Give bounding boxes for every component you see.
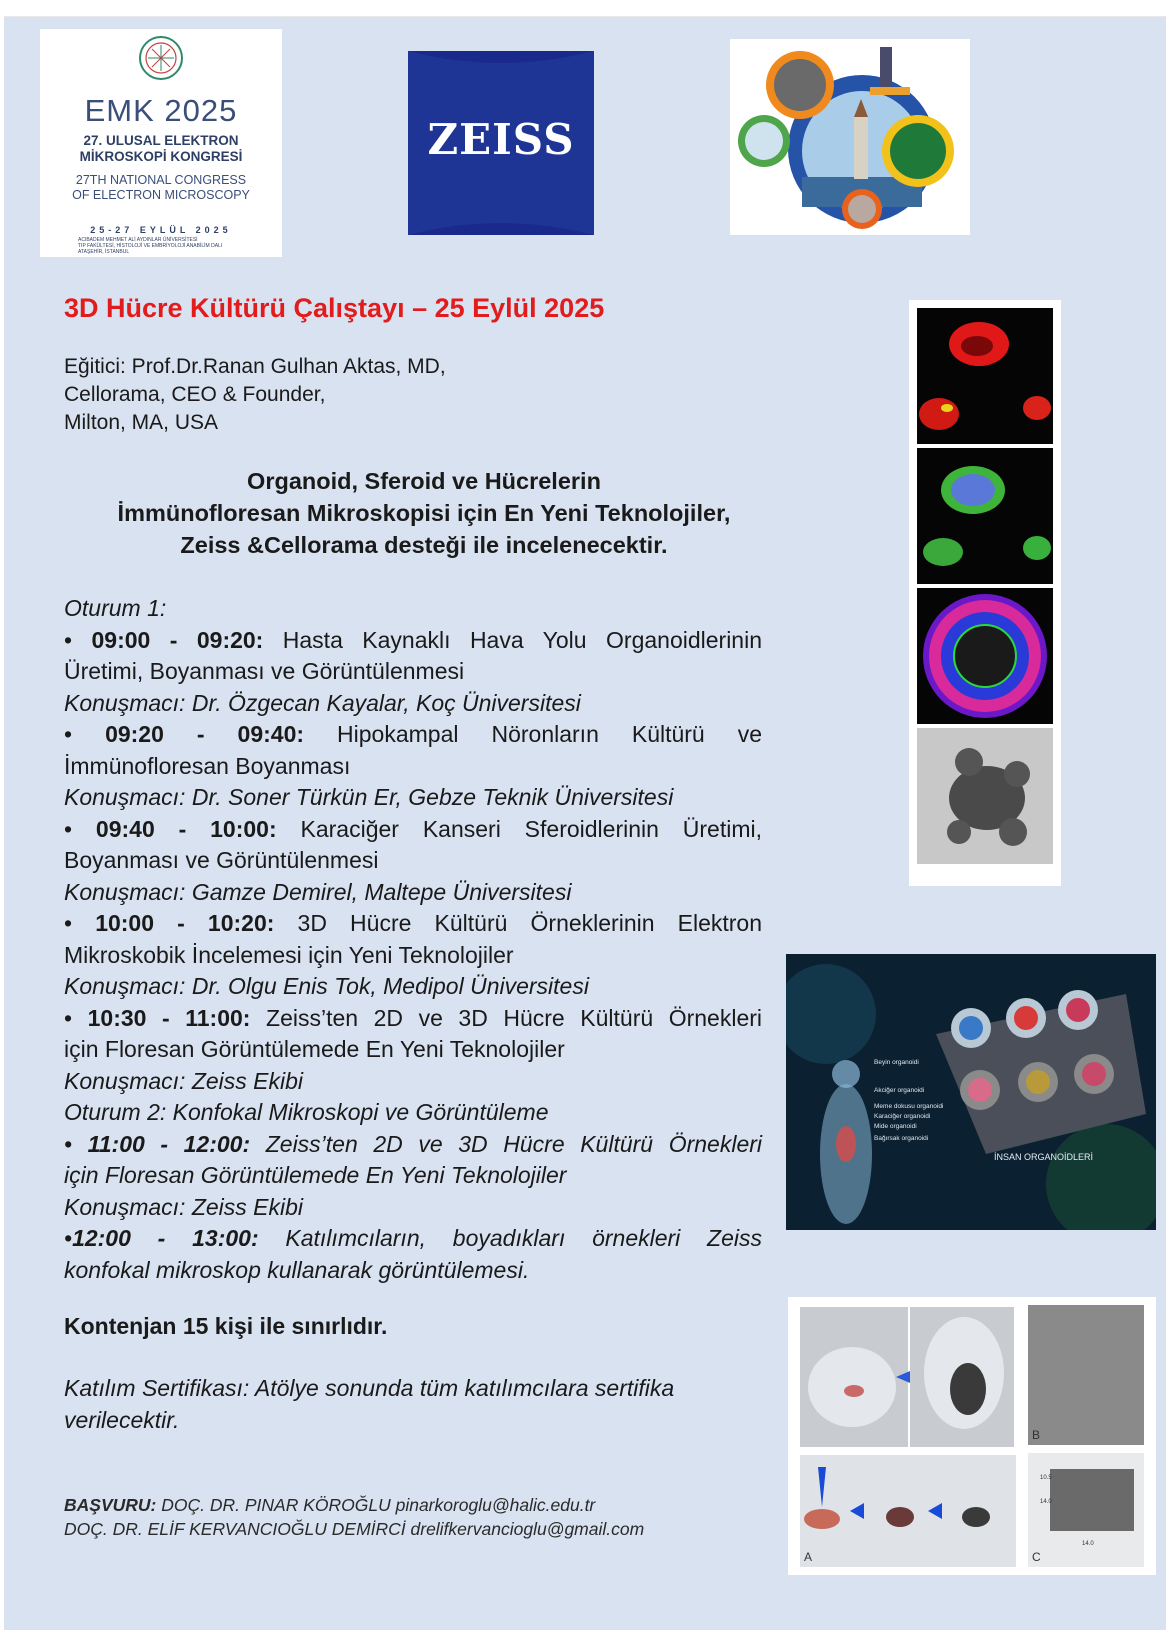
program-item-time: 09:40 - 10:00: [95, 815, 277, 842]
program-item-speaker: Konuşmacı: Gamze Demirel, Maltepe Üniversitesi [64, 878, 572, 905]
certificate-line-2: verilecektir. [64, 1406, 180, 1433]
program-item-4: • 10:00 - 10:20: 3D Hücre Kültürü Örneklerinin Elektron [64, 910, 763, 936]
figure-label: Akciğer organoidi [874, 1087, 925, 1094]
figure-label: Karaciğer organoidi [874, 1113, 931, 1120]
program-item-title: 3D Hücre Kültürü Örneklerinin Elektron [297, 910, 763, 936]
program-item-5: • 10:30 - 11:00: Zeiss’ten 2D ve 3D Hücre Kültürü Örnekleri [64, 1004, 763, 1031]
contact-line-1: DOÇ. DR. PINAR KÖROĞLU pinarkoroglu@halic.edu.tr [161, 1495, 596, 1515]
certificate-line-1: Katılım Sertifikası: Atölye sonunda tüm katılımcılara sertifika [64, 1375, 675, 1401]
flyer-page [4, 16, 1166, 1630]
emk-title-en: 27TH NATIONAL CONGRESS OF ELECTRON MICROSCOPY [72, 173, 250, 202]
figure-label: Meme dokusu organoidi [874, 1103, 944, 1110]
program-item-time: 10:30 - 11:00: [87, 1004, 251, 1031]
trainer-line-3: Milton, MA, USA [64, 411, 219, 434]
panel-label-a: A [804, 1550, 813, 1564]
program-item-speaker: Konuşmacı: Zeiss Ekibi [64, 1067, 304, 1094]
program-item-speaker: Konuşmacı: Dr. Soner Türkün Er, Gebze Teknik Üniversitesi [64, 784, 674, 810]
program-item-title-cont: için Floresan Görüntülemede En Yeni Teknolojiler [64, 1162, 567, 1188]
session-2-label: Oturum 2: Konfokal Mikroskopi ve Görüntüleme [64, 1099, 549, 1125]
dim-label: 14.0 [1040, 1499, 1052, 1505]
emk-seal-icon [138, 35, 184, 81]
program-item-time: 12:00 - 13:00: [72, 1225, 259, 1251]
program-item-title-cont: Mikroskobik İncelemesi için Yeni Teknolojiler [64, 941, 514, 968]
panel-label-c: C [1032, 1550, 1041, 1564]
congress-artwork [730, 39, 970, 235]
program-item-title: Katılımcıların, boyadıkları örnekleri Zeiss [285, 1225, 763, 1251]
organoid-red-image-icon [917, 308, 1053, 444]
zeiss-wordmark: ZEISS [427, 115, 575, 164]
trainer-info [64, 353, 446, 437]
emk-dates: 25-27 EYLÜL 2025 [90, 225, 232, 235]
spheroid-method-figure [788, 1297, 1156, 1575]
headline-line-2: İmmünofloresan Mikroskopisi için En Yeni Teknolojiler, [117, 500, 731, 526]
program-item-title-cont: İmmünofloresan Boyanması [64, 752, 351, 779]
figure-label: Beyin organoidi [874, 1059, 919, 1066]
figure-caption: İNSAN ORGANOİDLERİ [994, 1152, 1094, 1162]
program-item-title: Hipokampal Nöronların Kültürü ve [337, 721, 763, 747]
emk-title-tr: 27. ULUSAL ELEKTRON MİKROSKOPİ KONGRESİ [79, 133, 243, 164]
trainer-line-2: Cellorama, CEO & Founder, [64, 383, 326, 406]
headline-line-1: Organoid, Sferoid ve Hücrelerin [247, 468, 601, 494]
program-item-7: •12:00 - 13:00: Katılımcıların, boyadıkları örnekleri Zeiss [64, 1225, 763, 1251]
certificate-note [64, 1373, 674, 1436]
organoid-green-image-icon [917, 448, 1053, 584]
trainer-line-1: Eğitici: Prof.Dr.Ranan Gulhan Aktas, MD, [64, 355, 446, 378]
program-item-title-cont: Boyanması ve Görüntülenmesi [64, 847, 379, 873]
figure-label: Bağırsak organoidi [874, 1135, 929, 1142]
workshop-title: 3D Hücre Kültürü Çalıştayı – 25 Eylül 2025 [64, 293, 605, 323]
program-item-speaker: Konuşmacı: Zeiss Ekibi [64, 1193, 304, 1220]
program-item-time: 11:00 - 12:00: [87, 1130, 251, 1157]
program-item-2: • 09:20 - 09:40: Hipokampal Nöronların Kültürü ve [64, 721, 763, 747]
headline-line-3: Zeiss &Cellorama desteği ile incelenecektir. [180, 532, 668, 558]
program-item-title: Karaciğer Kanseri Sferoidlerinin Üretimi, [300, 815, 762, 842]
emk-2025-logo [40, 29, 282, 257]
capacity-note: Kontenjan 15 kişi ile sınırlıdır. [64, 1313, 388, 1339]
program-item-title: Hasta Kaynaklı Hava Yolu Organoidlerinin [282, 626, 762, 653]
organoid-image-strip [909, 300, 1061, 886]
organoid-ring-image-icon [917, 588, 1053, 724]
dim-label: 10.5 [1040, 1475, 1052, 1481]
program-item-title: Zeiss’ten 2D ve 3D Hücre Kültürü Örnekleri [266, 1004, 763, 1031]
organoid-brightfield-image-icon [917, 728, 1053, 864]
workshop-headline [64, 465, 784, 561]
application-contact [64, 1493, 644, 1541]
program-item-title: Zeiss’ten 2D ve 3D Hücre Kültürü Örnekleri [265, 1130, 762, 1157]
figure-label: Mide organoidi [874, 1123, 917, 1130]
program-item-title-cont: konfokal mikroskop kullanarak görüntülemesi. [64, 1256, 530, 1283]
contact-label: BAŞVURU: [64, 1495, 157, 1515]
zeiss-logo [408, 51, 594, 235]
human-organoids-figure [786, 954, 1156, 1230]
microscopy-collage-icon [730, 39, 970, 235]
emk-venue: ACIBADEM MEHMET ALİ AYDINLAR ÜNİVERSİTESİ TIP FAKÜLTESİ, HİSTOLOJİ VE EMBRİYOLOJİ ANABİLİM DALI ATAŞEHİR, İSTANBUL [78, 237, 223, 255]
contact-line-2: DOÇ. DR. ELİF KERVANCIOĞLU DEMİRCİ drelifkervancioglu@gmail.com [64, 1519, 645, 1539]
program-item-3: • 09:40 - 10:00: Karaciğer Kanseri Sferoidlerinin Üretimi, [64, 815, 762, 842]
program-item-time: 09:00 - 09:20: [91, 626, 264, 653]
program-item-speaker: Konuşmacı: Dr. Olgu Enis Tok, Medipol Üniversitesi [64, 973, 589, 999]
program-item-time: 09:20 - 09:40: [105, 721, 305, 747]
program-item-speaker: Konuşmacı: Dr. Özgecan Kayalar, Koç Üniversitesi [64, 689, 581, 716]
emk-year-title: EMK 2025 [84, 93, 238, 128]
program-item-title-cont: için Floresan Görüntülemede En Yeni Teknolojiler [64, 1036, 565, 1062]
program-item-1: • 09:00 - 09:20: Hasta Kaynaklı Hava Yolu Organoidlerinin [64, 626, 762, 653]
panel-label-b: B [1032, 1428, 1041, 1442]
program-item-title-cont: Üretimi, Boyanması ve Görüntülenmesi [64, 658, 465, 684]
session-1-label: Oturum 1: [64, 595, 167, 621]
dim-label: 14.0 [1082, 1541, 1094, 1547]
program-item-6: • 11:00 - 12:00: Zeiss’ten 2D ve 3D Hücre Kültürü Örnekleri [64, 1130, 762, 1157]
program-schedule [64, 593, 762, 1286]
program-item-time: 10:00 - 10:20: [95, 910, 275, 936]
